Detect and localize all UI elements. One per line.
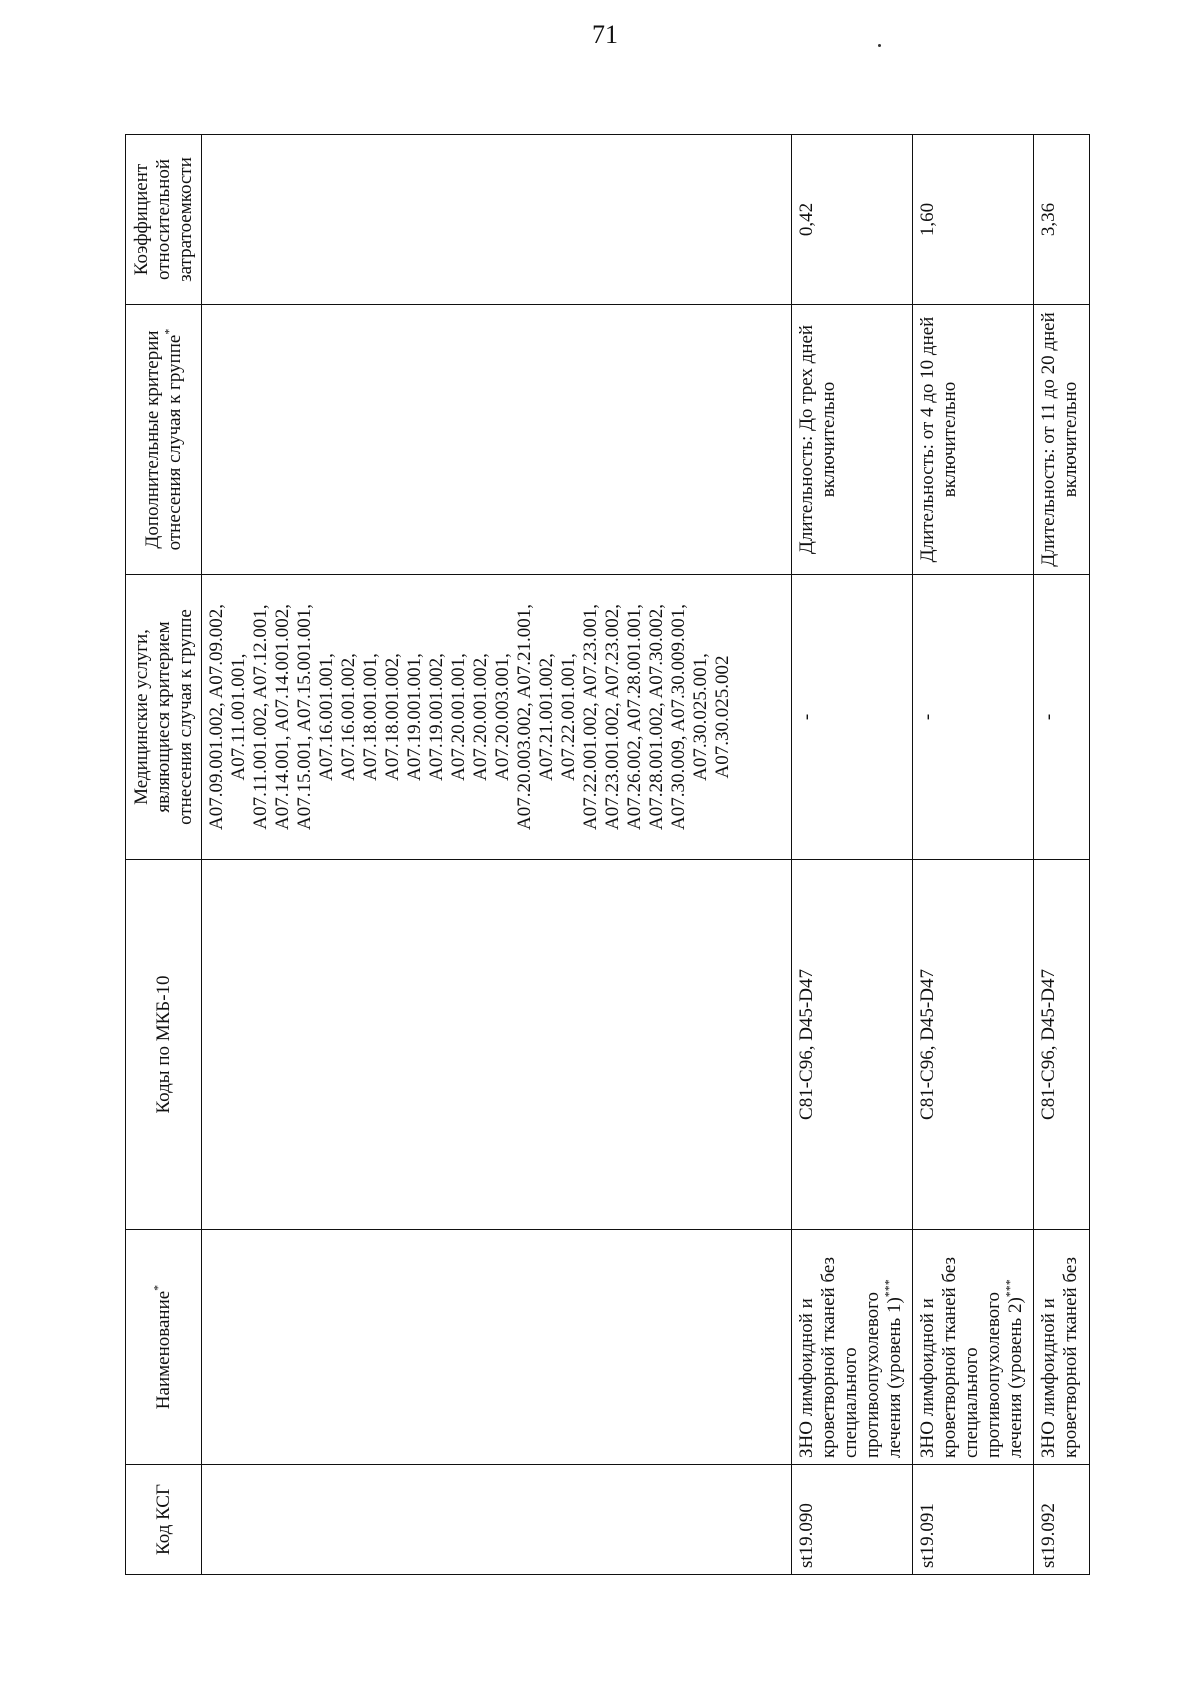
service-code-line: A07.16.001.002, (338, 653, 360, 781)
row-icd: C81-C96, D45-D47 (1034, 860, 1090, 1230)
row-criteria: Длительность: от 4 до 10 дней включительно (913, 305, 1034, 575)
header-row (126, 135, 202, 1575)
services-list (202, 575, 792, 860)
row-name: ЗНО лимфоидной и кроветворной тканей без (1034, 1230, 1090, 1465)
service-code-line: A07.11.001.002, A07.12.001, (250, 604, 272, 830)
service-code-line: A07.30.025.002 (712, 655, 734, 779)
row-services: - (1034, 575, 1090, 860)
row-code: st19.091 (913, 1465, 1034, 1575)
rotated-table-container (125, 135, 1090, 1575)
row-icd: C81-C96, D45-D47 (792, 860, 913, 1230)
service-code-line: A07.18.001.002, (382, 653, 404, 781)
header-icd: Коды по МКБ-10 (126, 860, 202, 1230)
row-services: - (913, 575, 1034, 860)
service-code-line: A07.09.001.002, A07.09.002, (206, 604, 228, 830)
table-row (792, 135, 913, 1575)
service-code-line: A07.15.001, A07.15.001.001, (294, 604, 316, 830)
service-code-line: A07.20.003.001, (492, 653, 514, 781)
row-icd: C81-C96, D45-D47 (913, 860, 1034, 1230)
service-code-line: A07.11.001.001, (228, 653, 250, 781)
row-coef: 1,60 (913, 135, 1034, 305)
service-code-line: A07.18.001.001, (360, 653, 382, 781)
service-code-line: A07.20.001.002, (470, 653, 492, 781)
row-services: - (792, 575, 913, 860)
page-number: 71 (592, 20, 618, 49)
row-criteria: Длительность: от 11 до 20 дней включительно (1034, 305, 1090, 575)
service-code-line: A07.30.025.001, (690, 653, 712, 781)
service-code-line: A07.16.001.001, (316, 653, 338, 781)
service-code-line: A07.22.001.001, (558, 653, 580, 781)
service-code-line: A07.22.001.002, A07.23.001, (580, 604, 602, 830)
table-row (913, 135, 1034, 1575)
ksg-table (125, 134, 1090, 1575)
row-code: st19.090 (792, 1465, 913, 1575)
header-services: Медицинские услуги, являющиеся критерием отнесения случая к группе (126, 575, 202, 860)
service-code-line: A07.14.001, A07.14.001.002, (272, 604, 294, 830)
table-row (1034, 135, 1090, 1575)
row-name: ЗНО лимфоидной и кроветворной тканей без специального противоопухолевого лечения (уровень 1)*** (792, 1230, 913, 1465)
header-name: Наименование* (126, 1230, 202, 1465)
row-coef: 3,36 (1034, 135, 1090, 305)
service-code-line: A07.19.001.001, (404, 653, 426, 781)
service-code-line: A07.20.003.002, A07.21.001, (514, 604, 536, 830)
service-code-line: A07.26.002, A07.28.001.001, (624, 604, 646, 830)
header-criteria: Дополнительные критерии отнесения случая к группе* (126, 305, 202, 575)
row-criteria: Длительность: До трех дней включительно (792, 305, 913, 575)
service-code-line: A07.28.001.002, A07.30.002, (646, 604, 668, 830)
service-code-line: A07.20.001.001, (448, 653, 470, 781)
service-code-line: A07.21.001.002, (536, 653, 558, 781)
row-code: st19.092 (1034, 1465, 1090, 1575)
scan-speck (878, 44, 881, 47)
row-coef: 0,42 (792, 135, 913, 305)
service-code-line: A07.23.001.002, A07.23.002, (602, 604, 624, 830)
header-coef: Коэффициент относительной затратоемкости (126, 135, 202, 305)
continuation-row (202, 135, 792, 1575)
row-name: ЗНО лимфоидной и кроветворной тканей без специального противоопухолевого лечения (уровень 2)*** (913, 1230, 1034, 1465)
header-code: Код КСГ (126, 1465, 202, 1575)
service-code-line: A07.30.009, A07.30.009.001, (668, 604, 690, 830)
service-code-line: A07.19.001.002, (426, 653, 448, 781)
